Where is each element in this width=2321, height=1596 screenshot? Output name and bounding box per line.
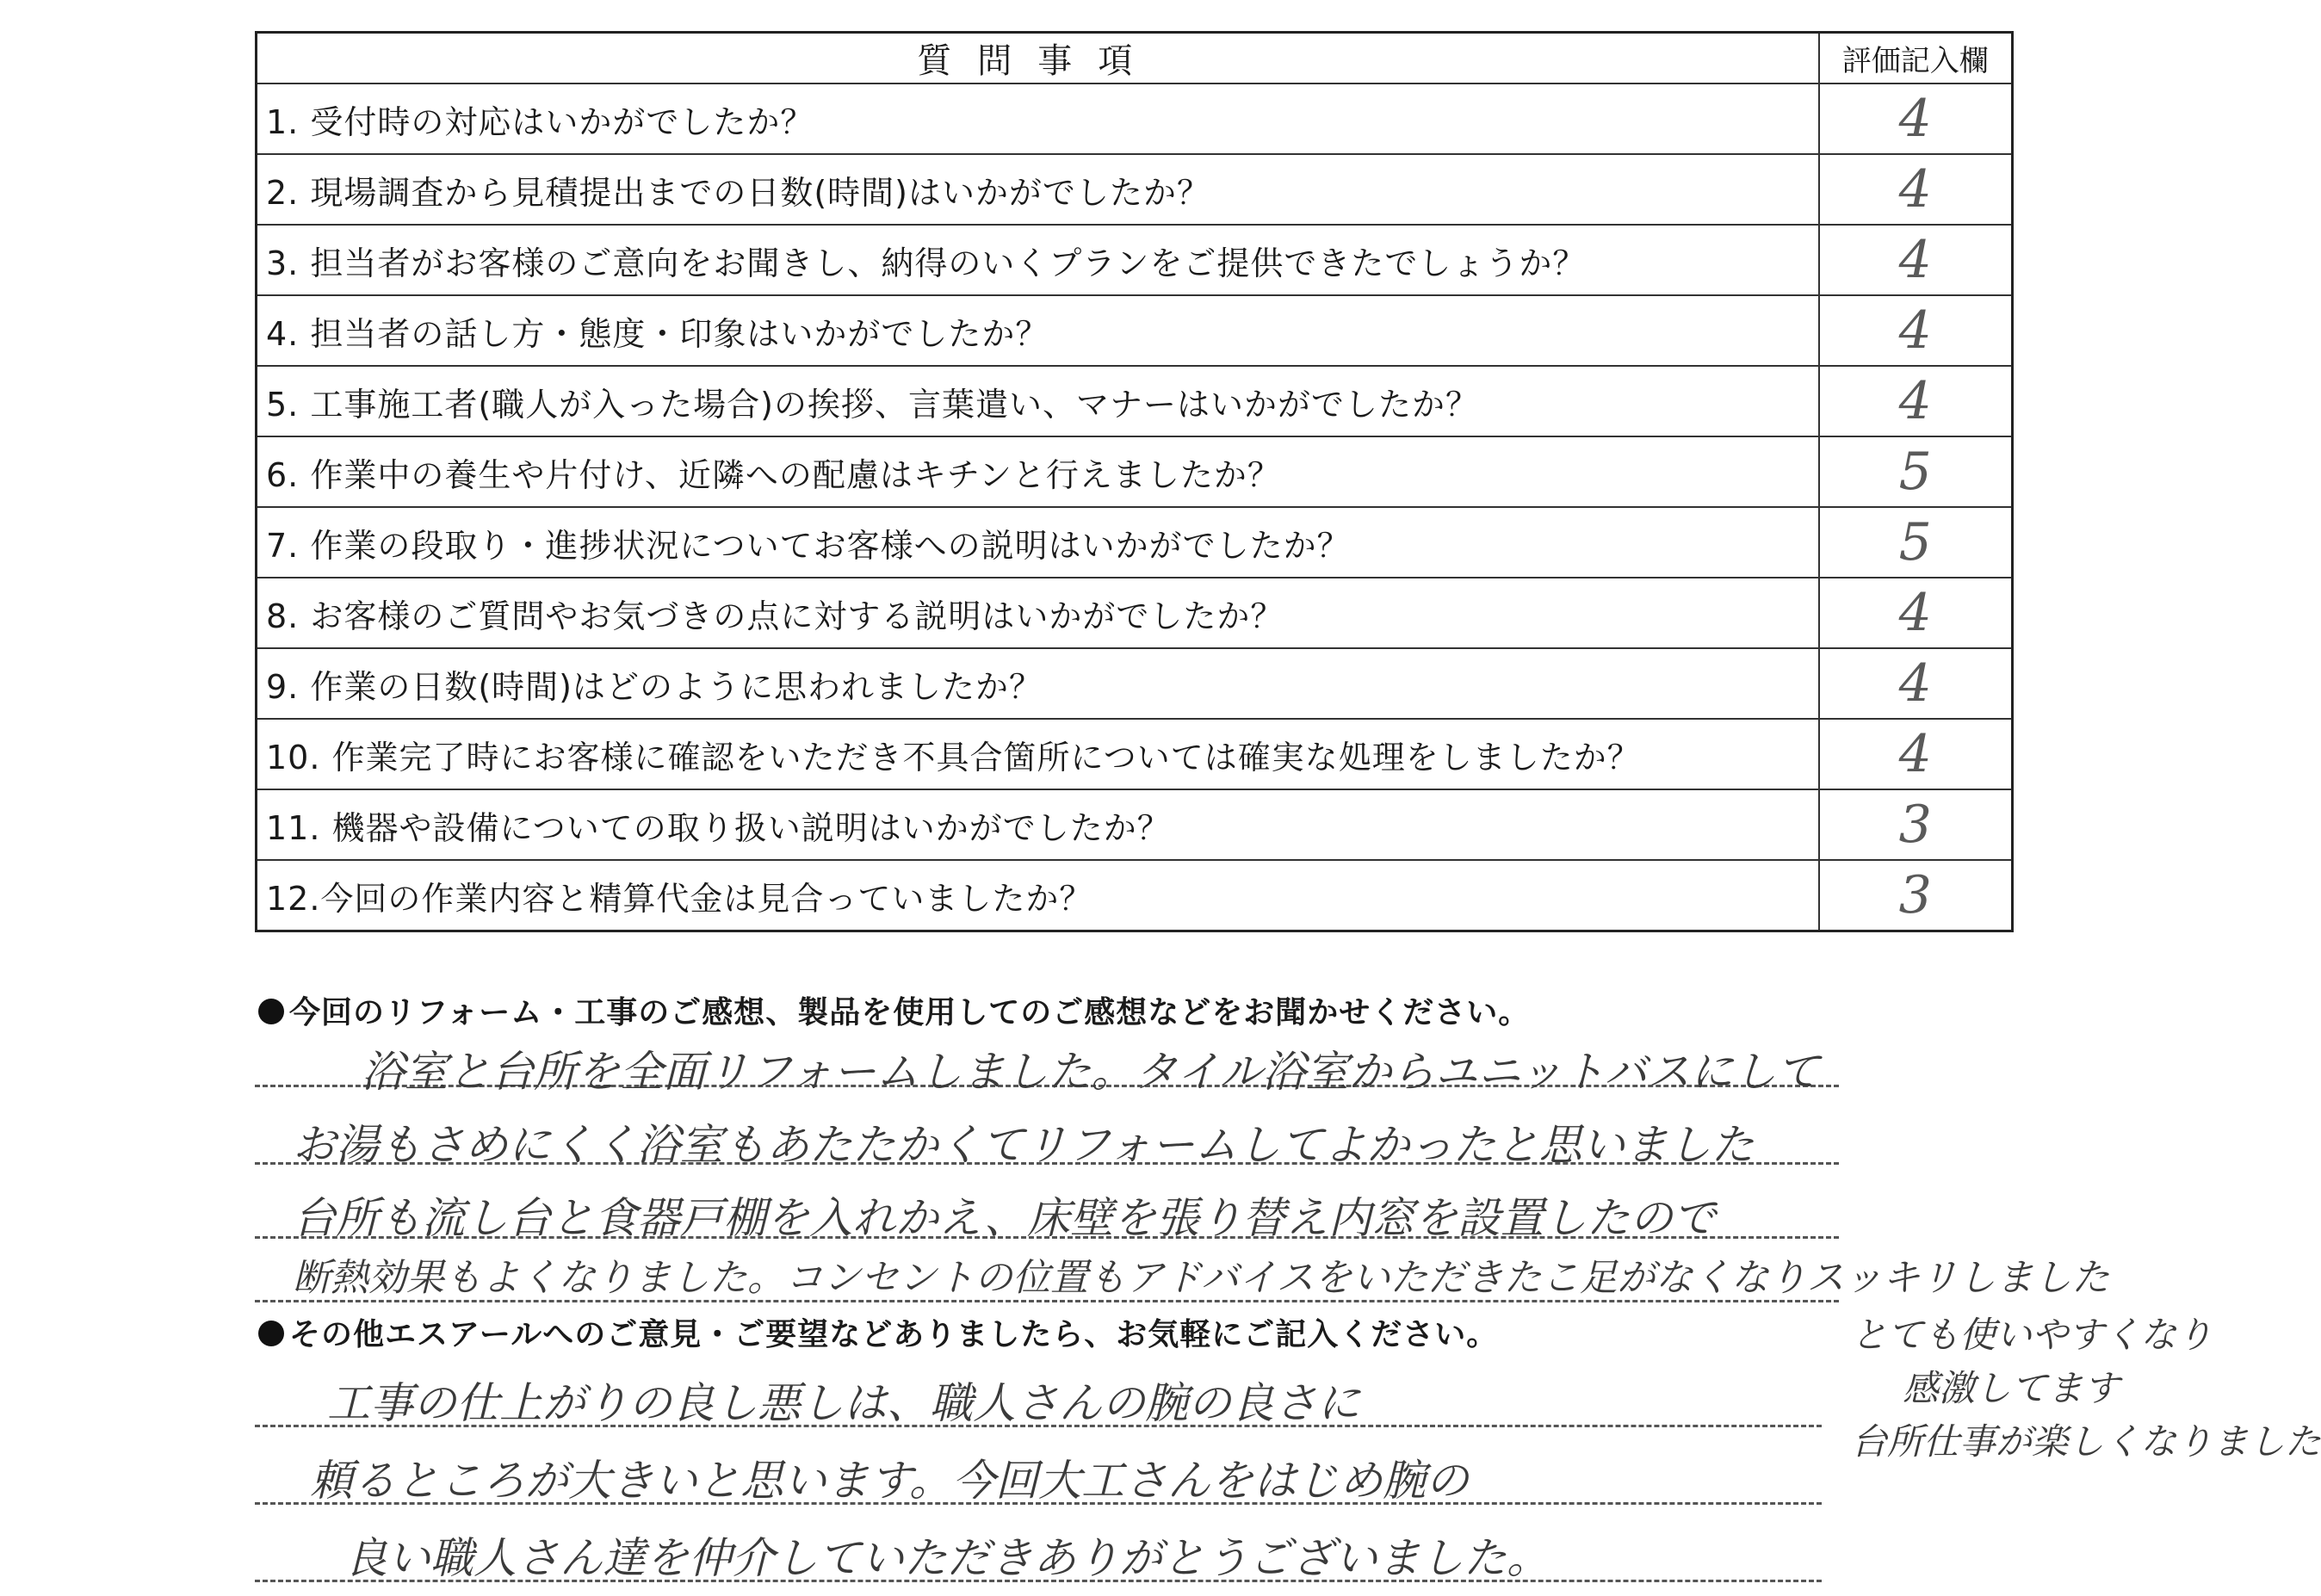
question-text: 2. 現場調査から見積提出までの日数(時間)はいかがでしたか？ xyxy=(257,154,1819,225)
opinion-line-3: 良い職人さん達を仲介していただきありがとうございました。 xyxy=(344,1533,1550,1583)
opinion-line-1: 工事の仕上がりの良し悪しは、職人さんの腕の良さに xyxy=(327,1378,1360,1428)
score-cell: 4 xyxy=(1819,295,2013,366)
score-cell: 4 xyxy=(1819,84,2013,154)
table-row xyxy=(257,578,2013,648)
table-row xyxy=(257,366,2013,436)
margin-note-line: 台所仕事が楽しくなりました xyxy=(1851,1420,2321,1463)
score-cell: 3 xyxy=(1819,789,2013,860)
impression-line-4: 断熱効果もよくなりました。コンセントの位置もアドバイスをいただきたこ足がなくなりスッキリしました xyxy=(293,1256,2110,1300)
question-text: 8. お客様のご質問やお気づきの点に対する説明はいかがでしたか？ xyxy=(257,578,1819,648)
bullet-icon xyxy=(258,999,284,1024)
score-cell: 4 xyxy=(1819,648,2013,719)
impression-line-3: 台所も流し台と食器戸棚を入れかえ、床壁を張り替え内窓を設置したので xyxy=(293,1193,1716,1243)
opinions-heading xyxy=(258,1310,1498,1354)
question-text: 6. 作業中の養生や片付け、近隣への配慮はキチンと行えましたか？ xyxy=(257,436,1819,507)
impression-line-1: 浴室と台所を全面リフォームしました。タイル浴室からユニットバスにして xyxy=(362,1047,1820,1097)
margin-note-line: 感激してます xyxy=(1903,1367,2120,1409)
opinion-line-2: 頼るところが大きいと思います。今回大工さんをはじめ腕の xyxy=(310,1456,1469,1506)
table-row xyxy=(257,84,2013,154)
impression-line-2: お湯もさめにくく浴室もあたたかくてリフォームしてよかったと思いました xyxy=(293,1120,1755,1170)
table-row xyxy=(257,295,2013,366)
question-text: 9. 作業の日数(時間)はどのように思われましたか？ xyxy=(257,648,1819,719)
score-cell: 5 xyxy=(1819,436,2013,507)
questionnaire-body xyxy=(257,33,2013,931)
table-row xyxy=(257,860,2013,931)
header-question: 質問事項 xyxy=(257,33,1819,84)
question-text: 10. 作業完了時にお客様に確認をいただき不具合箇所については確実な処理をしましたか？ xyxy=(257,719,1819,789)
score-cell: 5 xyxy=(1819,507,2013,578)
header-eval: 評価記入欄 xyxy=(1819,33,2013,84)
table-row xyxy=(257,154,2013,225)
question-text: 12.今回の作業内容と精算代金は見合っていましたか？ xyxy=(257,860,1819,931)
score-cell: 3 xyxy=(1819,860,2013,931)
question-text: 1. 受付時の対応はいかがでしたか？ xyxy=(257,84,1819,154)
impressions-heading-text: 今回のリフォーム・工事のご感想、製品を使用してのご感想などをお聞かせください。 xyxy=(289,995,1531,1030)
score-cell: 4 xyxy=(1819,578,2013,648)
table-row xyxy=(257,225,2013,295)
table-row xyxy=(257,507,2013,578)
impressions-heading xyxy=(258,988,1530,1032)
opinions-heading-text: その他エスアールへのご意見・ご要望などありましたら、お気軽にご記入ください。 xyxy=(289,1317,1499,1352)
question-text: 4. 担当者の話し方・態度・印象はいかがでしたか？ xyxy=(257,295,1819,366)
question-text: 3. 担当者がお客様のご意向をお聞きし、納得のいくプランをご提供できたでしょうか？ xyxy=(257,225,1819,295)
table-row xyxy=(257,648,2013,719)
table-header-row xyxy=(257,33,2013,84)
question-text: 11. 機器や設備についての取り扱い説明はいかがでしたか？ xyxy=(257,789,1819,860)
bullet-icon xyxy=(258,1321,284,1346)
margin-note xyxy=(1851,1308,2321,1469)
score-cell: 4 xyxy=(1819,719,2013,789)
table-row xyxy=(257,789,2013,860)
score-cell: 4 xyxy=(1819,154,2013,225)
score-cell: 4 xyxy=(1819,225,2013,295)
question-text: 5. 工事施工者(職人が入った場合)の挨拶、言葉遣い、マナーはいかがでしたか？ xyxy=(257,366,1819,436)
questionnaire-table xyxy=(255,31,2014,932)
table-row xyxy=(257,436,2013,507)
table-row xyxy=(257,719,2013,789)
margin-note-line: とても使いやすくなり xyxy=(1851,1314,2213,1356)
score-cell: 4 xyxy=(1819,366,2013,436)
question-text: 7. 作業の段取り・進捗状況についてお客様への説明はいかがでしたか？ xyxy=(257,507,1819,578)
